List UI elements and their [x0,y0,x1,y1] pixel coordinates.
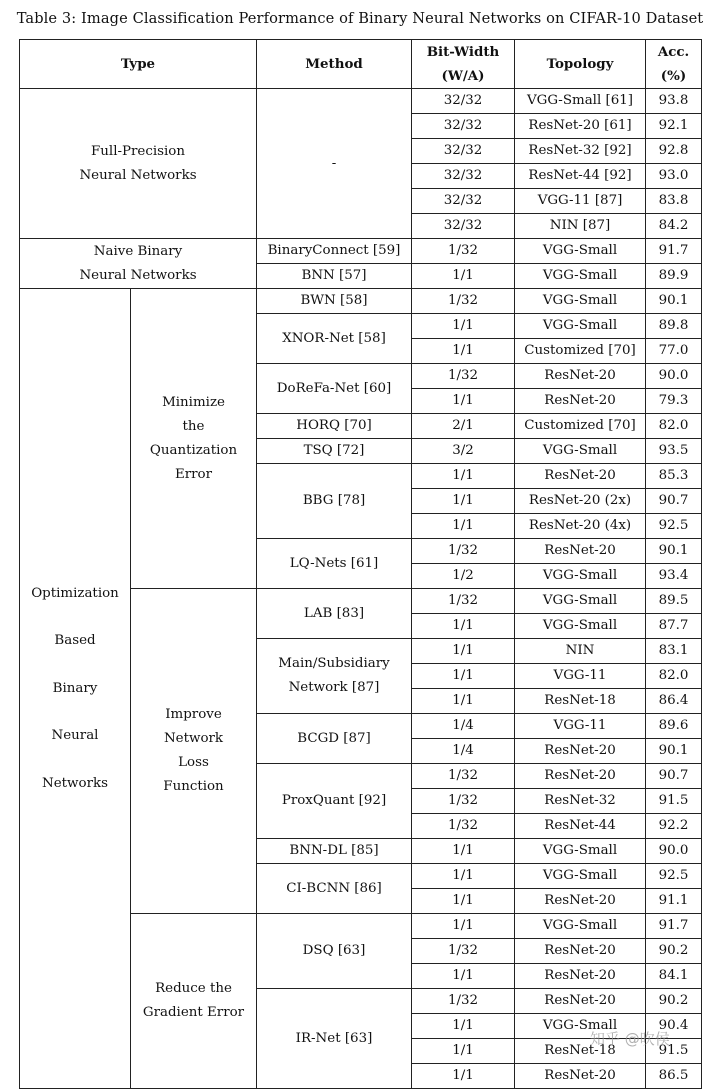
type-label-line: Optimization [31,585,119,601]
topology-cell: ResNet-44 [515,814,646,839]
method-cell [257,864,412,914]
topology-cell: VGG-Small [515,839,646,864]
table-caption: Table 3: Image Classification Performance of Binary Neural Networks on CIFAR-10 Dataset [16,10,704,27]
accuracy-cell: 90.1 [646,289,702,314]
accuracy-cell: 83.8 [646,189,702,214]
bitwidth-cell: 1/1 [412,839,515,864]
accuracy-cell: 91.5 [646,1039,702,1064]
topology-cell: ResNet-20 [515,939,646,964]
subtype-label-line: Reduce the [155,981,232,996]
accuracy-cell: 90.0 [646,364,702,389]
topology-cell: ResNet-20 (2x) [515,489,646,514]
table-row [20,289,702,314]
accuracy-cell: 86.5 [646,1064,702,1089]
bitwidth-cell: 1/32 [412,289,515,314]
bitwidth-cell: 1/1 [412,1014,515,1039]
topology-cell: VGG-11 [87] [515,189,646,214]
bitwidth-cell: 32/32 [412,189,515,214]
bitwidth-cell: 1/2 [412,564,515,589]
type-cell [20,239,257,289]
bitwidth-cell: 1/32 [412,589,515,614]
header-bitwidth-line: Bit-Width [426,44,500,60]
bitwidth-cell: 32/32 [412,89,515,114]
type-label-line: Full-Precision [91,143,185,159]
subtype-label-line: Quantization [149,442,238,458]
method-name-line: LAB [83] [303,605,365,621]
method-cell [257,289,412,314]
accuracy-cell: 79.3 [646,389,702,414]
bitwidth-cell: 32/32 [412,139,515,164]
bitwidth-cell: 3/2 [412,439,515,464]
method-name-line: DoReFa-Net [60] [276,380,392,396]
topology-cell: Customized [70] [515,414,646,439]
bitwidth-cell: 1/1 [412,689,515,714]
accuracy-cell: 92.5 [646,514,702,539]
accuracy-cell: 92.8 [646,139,702,164]
bitwidth-cell: 1/1 [412,964,515,989]
method-name-line: CI-BCNN [86] [286,880,382,896]
accuracy-cell: 90.2 [646,989,702,1014]
method-name-line: LQ-Nets [61] [289,555,379,571]
subtype-label-line: Function [163,779,224,794]
method-cell [257,589,412,639]
topology-cell: ResNet-20 [515,739,646,764]
accuracy-cell: 90.7 [646,764,702,789]
method-name-line: IR-Net [63] [295,1030,373,1046]
topology-cell: VGG-Small [515,864,646,889]
method-name-line: HORQ [70] [296,418,372,433]
header-acc-line: Acc. [657,44,690,60]
topology-cell: ResNet-20 (4x) [515,514,646,539]
topology-cell: ResNet-44 [92] [515,164,646,189]
subtype-label-line: Improve [165,707,222,722]
topology-cell: VGG-Small [515,589,646,614]
topology-cell: VGG-Small [515,914,646,939]
table-row [20,239,702,264]
method-cell [257,914,412,989]
accuracy-cell: 86.4 [646,689,702,714]
topology-cell: ResNet-32 [92] [515,139,646,164]
type-label-line: Based [54,633,96,649]
topology-cell: ResNet-20 [515,389,646,414]
method-name-line: ProxQuant [92] [281,793,387,808]
accuracy-cell: 90.1 [646,539,702,564]
subtype-label-line: Error [174,466,213,482]
topology-cell: VGG-Small [515,439,646,464]
method-cell [257,414,412,439]
method-name-line: BBG [78] [302,493,366,508]
bitwidth-cell: 1/32 [412,939,515,964]
method-name-line: TSQ [72] [303,443,365,458]
topology-cell: ResNet-32 [515,789,646,814]
method-cell [257,439,412,464]
topology-cell: ResNet-20 [515,1064,646,1089]
method-name-line: Network [87] [288,680,380,695]
method-cell [257,314,412,364]
accuracy-cell: 93.8 [646,89,702,114]
header-type: Type [20,40,257,89]
method-name-line: BinaryConnect [59] [267,243,401,258]
method-cell [257,989,412,1089]
method-name-line: BNN [57] [301,268,367,283]
method-cell [257,464,412,539]
method-name-line: DSQ [63] [302,943,366,958]
bitwidth-cell: 1/1 [412,914,515,939]
topology-cell: ResNet-20 [515,964,646,989]
header-method: Method [257,40,412,89]
bitwidth-cell: 1/1 [412,464,515,489]
bitwidth-cell: 1/1 [412,614,515,639]
accuracy-cell: 90.1 [646,739,702,764]
method-name-line: - [331,155,337,171]
accuracy-cell: 89.5 [646,589,702,614]
bitwidth-cell: 1/1 [412,664,515,689]
bitwidth-cell: 32/32 [412,114,515,139]
type-label-line: Binary [52,680,98,696]
subtype-label-line: Loss [178,755,209,770]
accuracy-cell: 93.5 [646,439,702,464]
bitwidth-cell: 1/1 [412,389,515,414]
type-cell [20,89,257,239]
subtype-cell [131,914,257,1089]
topology-cell: ResNet-20 [515,889,646,914]
type-label-line: Neural Networks [79,267,197,283]
type-cell-optimization [20,289,131,1089]
topology-cell: NIN [515,639,646,664]
results-table [19,39,702,1089]
header-accuracy [646,40,702,89]
bitwidth-cell: 1/32 [412,814,515,839]
bitwidth-cell: 1/32 [412,789,515,814]
accuracy-cell: 89.9 [646,264,702,289]
bitwidth-cell: 1/1 [412,314,515,339]
accuracy-cell: 92.2 [646,814,702,839]
topology-cell: VGG-Small [515,1014,646,1039]
method-cell [257,539,412,589]
accuracy-cell: 92.5 [646,864,702,889]
accuracy-cell: 83.1 [646,639,702,664]
accuracy-cell: 77.0 [646,339,702,364]
type-label-line: Networks [42,775,108,791]
accuracy-cell: 90.7 [646,489,702,514]
accuracy-cell: 82.0 [646,664,702,689]
method-name-line: XNOR-Net [58] [282,330,386,346]
accuracy-cell: 93.0 [646,164,702,189]
topology-cell: Customized [70] [515,339,646,364]
subtype-cell [131,289,257,589]
accuracy-cell: 93.4 [646,564,702,589]
bitwidth-cell: 32/32 [412,214,515,239]
topology-cell: VGG-Small [515,314,646,339]
accuracy-cell: 82.0 [646,414,702,439]
bitwidth-cell: 1/32 [412,364,515,389]
method-cell [257,364,412,414]
bitwidth-cell: 1/1 [412,639,515,664]
topology-cell: ResNet-18 [515,1039,646,1064]
topology-cell: VGG-11 [515,664,646,689]
topology-cell: ResNet-20 [515,989,646,1014]
table-header-row [20,40,702,89]
topology-cell: VGG-Small [515,564,646,589]
bitwidth-cell: 1/1 [412,489,515,514]
topology-cell: NIN [87] [515,214,646,239]
topology-cell: VGG-Small [515,239,646,264]
header-acc-line: (%) [660,68,687,84]
accuracy-cell: 84.1 [646,964,702,989]
topology-cell: ResNet-20 [61] [515,114,646,139]
method-cell [257,764,412,839]
topology-cell: VGG-Small [515,264,646,289]
method-cell [257,239,412,264]
bitwidth-cell: 1/32 [412,239,515,264]
accuracy-cell: 87.7 [646,614,702,639]
type-label-line: Neural Networks [79,167,197,183]
topology-cell: VGG-Small [515,289,646,314]
accuracy-cell: 91.5 [646,789,702,814]
accuracy-cell: 89.8 [646,314,702,339]
topology-cell: VGG-11 [515,714,646,739]
accuracy-cell: 85.3 [646,464,702,489]
topology-cell: ResNet-20 [515,464,646,489]
method-cell [257,639,412,714]
topology-cell: ResNet-20 [515,364,646,389]
accuracy-cell: 92.1 [646,114,702,139]
subtype-label-line: Minimize [162,394,225,410]
accuracy-cell: 84.2 [646,214,702,239]
accuracy-cell: 91.1 [646,889,702,914]
type-label-line: Neural [51,728,99,744]
method-name-line: BNN-DL [85] [289,843,379,858]
header-topology: Topology [515,40,646,89]
bitwidth-cell: 1/1 [412,264,515,289]
table-row [20,89,702,114]
accuracy-cell: 89.6 [646,714,702,739]
method-name-line: Main/Subsidiary [278,656,390,671]
topology-cell: ResNet-20 [515,539,646,564]
bitwidth-cell: 1/4 [412,714,515,739]
subtype-cell [131,589,257,914]
bitwidth-cell: 1/32 [412,764,515,789]
method-cell [257,89,412,239]
topology-cell: VGG-Small [61] [515,89,646,114]
method-cell [257,839,412,864]
method-name-line: BCGD [87] [297,730,371,746]
subtype-label-line: Gradient Error [142,1005,245,1020]
accuracy-cell: 91.7 [646,239,702,264]
results-table-container [19,39,702,1089]
method-name-line: BWN [58] [300,293,368,308]
method-cell [257,714,412,764]
accuracy-cell: 90.4 [646,1014,702,1039]
method-cell [257,264,412,289]
header-bitwidth [412,40,515,89]
bitwidth-cell: 1/1 [412,1064,515,1089]
header-bitwidth-line: (W/A) [441,68,485,84]
bitwidth-cell: 1/1 [412,514,515,539]
accuracy-cell: 90.2 [646,939,702,964]
bitwidth-cell: 1/1 [412,864,515,889]
bitwidth-cell: 1/1 [412,339,515,364]
bitwidth-cell: 32/32 [412,164,515,189]
bitwidth-cell: 1/1 [412,889,515,914]
topology-cell: ResNet-20 [515,764,646,789]
watermark: 知乎 @吹侯 [590,1030,670,1048]
table-body [20,89,702,1089]
bitwidth-cell: 2/1 [412,414,515,439]
accuracy-cell: 90.0 [646,839,702,864]
bitwidth-cell: 1/1 [412,1039,515,1064]
bitwidth-cell: 1/4 [412,739,515,764]
subtype-label-line: Network [163,731,224,746]
bitwidth-cell: 1/32 [412,989,515,1014]
topology-cell: ResNet-18 [515,689,646,714]
bitwidth-cell: 1/32 [412,539,515,564]
topology-cell: VGG-Small [515,614,646,639]
type-label-line: Naive Binary [93,243,183,259]
accuracy-cell: 91.7 [646,914,702,939]
subtype-label-line: the [182,418,205,434]
